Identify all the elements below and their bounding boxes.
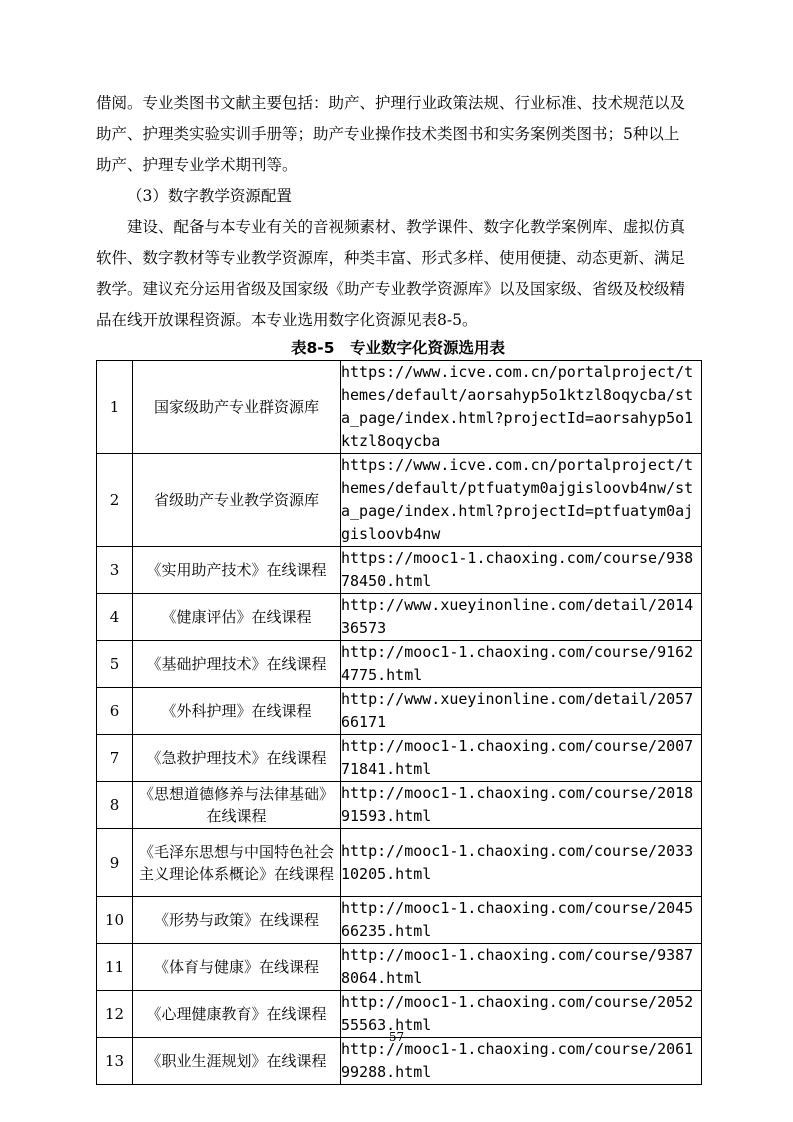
row-number: 12 [97, 991, 133, 1038]
table-row [97, 897, 702, 944]
resource-url: https://mooc1-1.chaoxing.com/course/93878450.html [341, 547, 702, 594]
table-row [97, 829, 702, 897]
resource-table [96, 360, 702, 1085]
table-row [97, 688, 702, 735]
row-number: 4 [97, 594, 133, 641]
resource-url: http://mooc1-1.chaoxing.com/course/91624775.html [341, 641, 702, 688]
resource-url: http://mooc1-1.chaoxing.com/course/205255563.html [341, 991, 702, 1038]
table-row [97, 454, 702, 547]
row-number: 11 [97, 944, 133, 991]
resource-name: 《基础护理技术》在线课程 [133, 641, 341, 688]
table-row [97, 361, 702, 454]
text-line: 建设、配备与本专业有关的音视频素材、教学课件、数字化教学案例库、虚拟仿真 [127, 218, 686, 236]
resource-url: http://mooc1-1.chaoxing.com/course/203310205.html [341, 829, 702, 897]
row-number: 5 [97, 641, 133, 688]
resource-name: 《外科护理》在线课程 [133, 688, 341, 735]
text-line: 品在线开放课程资源。本专业选用数字化资源见表8-5。 [96, 311, 478, 329]
table-caption: 表8-5 专业数字化资源选用表 [290, 339, 505, 357]
resource-name: 《职业生涯规划》在线课程 [133, 1038, 341, 1085]
table-row [97, 594, 702, 641]
resource-name: 《健康评估》在线课程 [133, 594, 341, 641]
table-row [97, 641, 702, 688]
resource-name: 《思想道德修养与法律基础》在线课程 [133, 782, 341, 829]
intro-paragraph [96, 88, 700, 181]
resource-url: https://www.icve.com.cn/portalproject/themes/default/aorsahyp5o1ktzl8oqycba/sta_page/index.html?projectId=aorsahyp5o1ktzl8oqycba [341, 361, 702, 454]
resource-name: 《形势与政策》在线课程 [133, 897, 341, 944]
resource-name: 《心理健康教育》在线课程 [133, 991, 341, 1038]
row-number: 6 [97, 688, 133, 735]
page-number: 57 [388, 1030, 405, 1044]
table-row [97, 1038, 702, 1085]
text-line: 助产、护理专业学术期刊等。 [96, 156, 298, 174]
text-line: 教学。建议充分运用省级及国家级《助产专业教学资源库》以及国家级、省级及校级精 [96, 280, 686, 298]
text-line: 助产、护理类实验实训手册等；助产专业操作技术类图书和实务案例类图书；5种以上 [96, 125, 680, 143]
row-number: 2 [97, 454, 133, 547]
row-number: 3 [97, 547, 133, 594]
table-row [97, 782, 702, 829]
text-line: 软件、数字教材等专业教学资源库，种类丰富、形式多样、使用便捷、动态更新、满足 [96, 249, 686, 267]
resource-url: http://mooc1-1.chaoxing.com/course/206199288.html [341, 1038, 702, 1085]
resource-name: 《毛泽东思想与中国特色社会主义理论体系概论》在线课程 [133, 829, 341, 897]
resource-url: http://mooc1-1.chaoxing.com/course/201891593.html [341, 782, 702, 829]
resource-url: http://www.xueyinonline.com/detail/201436573 [341, 594, 702, 641]
table-row [97, 735, 702, 782]
resource-name: 国家级助产专业群资源库 [133, 361, 341, 454]
row-number: 13 [97, 1038, 133, 1085]
section-heading: （3）数字教学资源配置 [127, 187, 292, 205]
resource-url: http://www.xueyinonline.com/detail/205766171 [341, 688, 702, 735]
row-number: 10 [97, 897, 133, 944]
text-line: 借阅。专业类图书文献主要包括：助产、护理行业政策法规、行业标准、技术规范以及 [96, 94, 686, 112]
row-number: 7 [97, 735, 133, 782]
table-row [97, 944, 702, 991]
resource-url: https://www.icve.com.cn/portalproject/themes/default/ptfuatym0ajgisloovb4nw/sta_page/index.html?projectId=ptfuatym0ajgisloovb4nw [341, 454, 702, 547]
resource-url: http://mooc1-1.chaoxing.com/course/200771841.html [341, 735, 702, 782]
resource-url: http://mooc1-1.chaoxing.com/course/204566235.html [341, 897, 702, 944]
section-heading-block [96, 181, 700, 212]
resource-name: 省级助产专业教学资源库 [133, 454, 341, 547]
row-number: 1 [97, 361, 133, 454]
resource-name: 《体育与健康》在线课程 [133, 944, 341, 991]
row-number: 8 [97, 782, 133, 829]
resource-url: http://mooc1-1.chaoxing.com/course/93878064.html [341, 944, 702, 991]
resource-name: 《实用助产技术》在线课程 [133, 547, 341, 594]
body-paragraph [96, 212, 700, 336]
table-row [97, 547, 702, 594]
resource-name: 《急救护理技术》在线课程 [133, 735, 341, 782]
row-number: 9 [97, 829, 133, 897]
